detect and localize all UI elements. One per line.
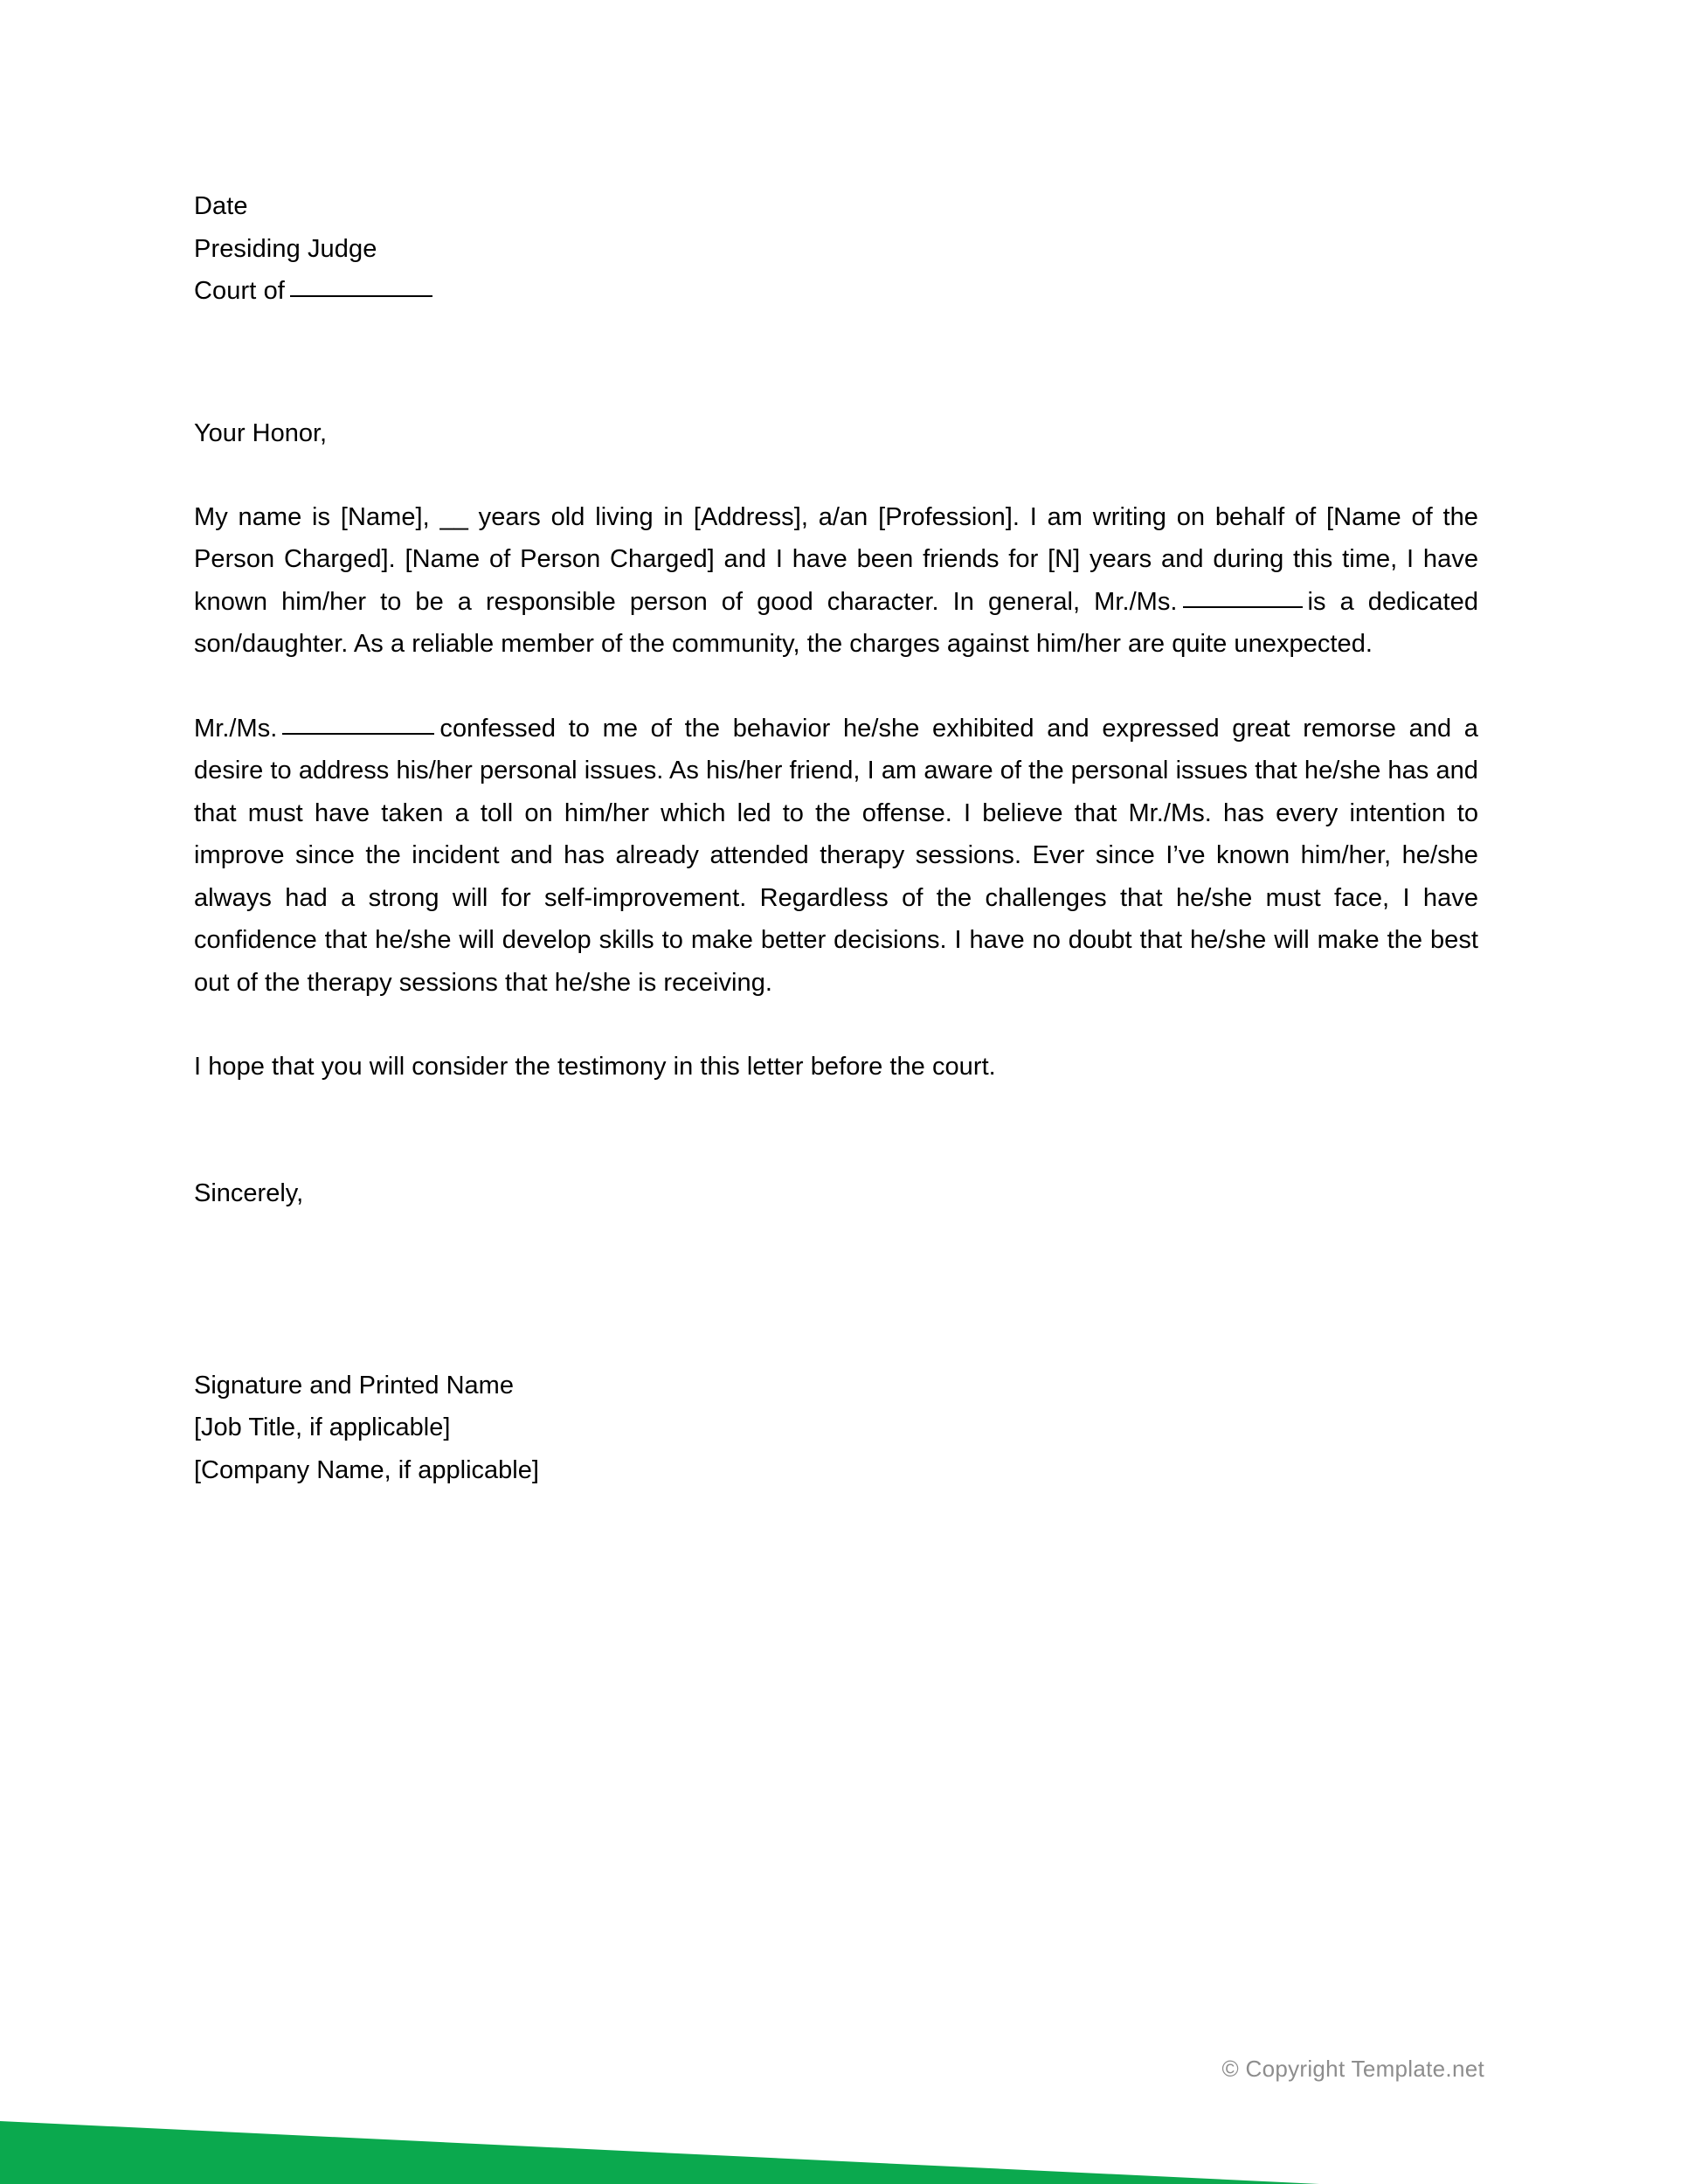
court-name-blank[interactable] — [290, 295, 432, 297]
person-name-blank-1[interactable] — [1183, 606, 1303, 608]
green-triangle-shape — [0, 2121, 1319, 2184]
paragraph-one-text-b: is a dedicated son/daughter. As a reliable member of the community, the charges against him/her are quite unexpected. — [194, 587, 1478, 658]
paragraph-one-text-a: My name is [Name], __ years old living in [Address], a/an [Profession]. I am writing on behalf of [Name of the Person Charged]. [Name of Person Charged] and I have been friends for [N] years and during this time, I have known him/her to be a responsible person of good character. In general, Mr./Ms. — [194, 502, 1478, 616]
presiding-judge-line: Presiding Judge — [194, 234, 377, 263]
signature-block — [194, 1365, 1478, 1492]
closing-salutation: Sincerely, — [194, 1178, 304, 1207]
salutation: Your Honor, — [194, 418, 328, 447]
paragraph-two — [194, 708, 1478, 1005]
paragraph-one — [194, 496, 1478, 666]
signature-job-title-line: [Job Title, if applicable] — [194, 1413, 451, 1441]
person-name-blank-2[interactable] — [282, 733, 434, 735]
signature-company-line: [Company Name, if applicable] — [194, 1455, 539, 1484]
paragraph-two-text-a: Mr./Ms. — [194, 714, 278, 743]
copyright-notice: © Copyright Template.net — [1221, 2056, 1484, 2082]
letter-header-block — [194, 185, 1478, 313]
signature-name-line: Signature and Printed Name — [194, 1371, 514, 1400]
letter-content — [194, 185, 1478, 1491]
paragraph-three: I hope that you will consider the testimony in this letter before the court. — [194, 1053, 996, 1081]
footer-accent-wedge — [0, 2088, 1688, 2184]
paragraph-two-text-b: confessed to me of the behavior he/she exhibited and expressed great remorse and a desire to address his/her personal issues. As his/her friend, I am aware of the personal issues that he/she has and that must have taken a toll on him/her which led to the offense. I believe that Mr./Ms. has every intention to improve since the incident and has already attended therapy sessions. Ever since I’ve known him/her, he/she always had a strong will for self-improvement. Regardless of the challenges that he/she must face, I have confidence that he/she will develop skills to make better decisions. I have no doubt that he/she will make the best out of the therapy sessions that he/she is receiving. — [194, 714, 1478, 997]
date-line: Date — [194, 192, 248, 220]
court-of-label: Court of — [194, 277, 285, 305]
court-of-line — [194, 270, 1478, 313]
